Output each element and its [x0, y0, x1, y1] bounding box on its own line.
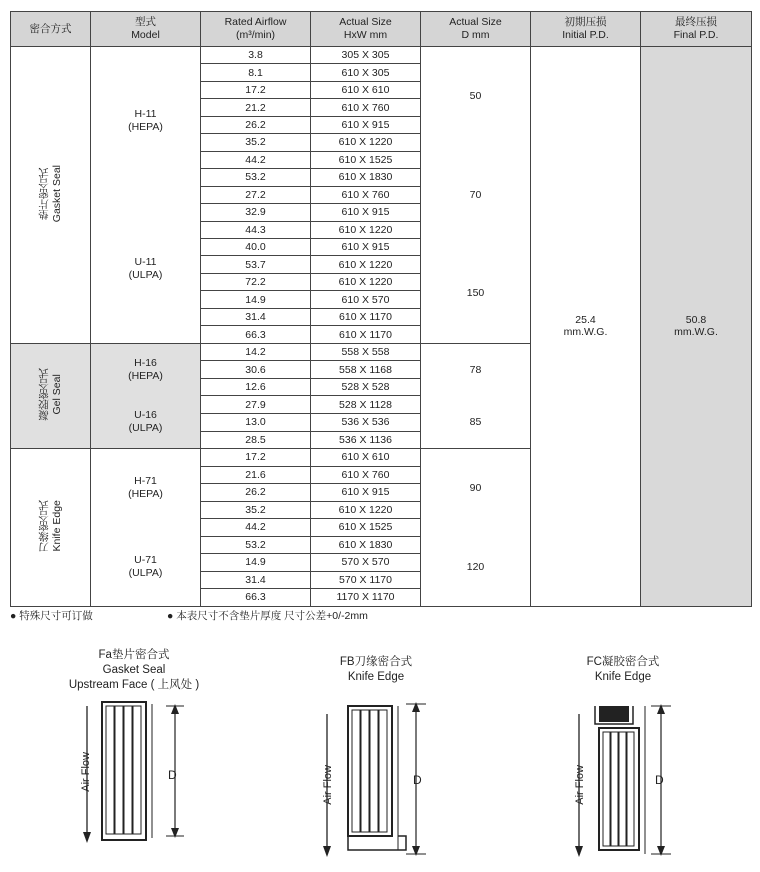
diagram-title-cn: FC凝胶密合式 — [586, 656, 660, 668]
airflow-cell: 3.8 — [201, 47, 311, 64]
airflow-cell: 14.9 — [201, 291, 311, 308]
note-tolerance: ● 本表尺寸不含垫片厚度 尺寸公差+0/-2mm — [167, 610, 368, 622]
model-name: H-11 — [134, 107, 157, 120]
size-cell: 610 X 610 — [311, 449, 421, 467]
depth-label: D — [655, 773, 664, 787]
header-model: 型式 Model — [91, 12, 201, 47]
size-cell: 610 X 1525 — [311, 151, 421, 168]
initial-pd-cell — [531, 47, 641, 607]
airflow-cell: 8.1 — [201, 64, 311, 81]
airflow-cell: 32.9 — [201, 204, 311, 221]
diagram-title-en: Knife Edge — [594, 671, 652, 683]
size-cell: 610 X 570 — [311, 291, 421, 308]
gasket-seal-diagram — [78, 696, 218, 846]
depth-label: D — [413, 773, 422, 787]
note-custom-size: ● 特殊尺寸可订做 — [10, 610, 93, 622]
air-flow-label: Air Flow — [574, 765, 586, 805]
final-pd-value: 50.8 — [685, 314, 707, 327]
airflow-cell: 66.3 — [201, 589, 311, 607]
seal-type-en: Knife Edge — [50, 500, 63, 552]
size-cell: 536 X 536 — [311, 414, 421, 432]
size-cell: 305 X 305 — [311, 47, 421, 64]
model-grade: (ULPA) — [128, 268, 163, 281]
diagram-title-cn: FB刀缘密合式 — [339, 656, 413, 668]
knife-edge-diagram — [318, 700, 448, 860]
size-cell: 610 X 610 — [311, 81, 421, 98]
model-entry — [129, 409, 163, 435]
airflow-cell: 27.9 — [201, 396, 311, 414]
size-cell: 610 X 1220 — [311, 273, 421, 290]
depth-value: 85 — [469, 416, 482, 429]
model-cell — [91, 449, 201, 607]
size-cell: 610 X 1220 — [311, 134, 421, 151]
table-body — [11, 47, 752, 607]
depth-value: 70 — [469, 188, 482, 201]
size-cell: 610 X 1220 — [311, 501, 421, 519]
size-cell: 610 X 760 — [311, 466, 421, 484]
gel-seal-diagram — [571, 700, 701, 860]
airflow-cell: 31.4 — [201, 308, 311, 325]
header-depth: Actual Size D mm — [421, 12, 531, 47]
model-name: H-71 — [134, 475, 157, 488]
model-name: U-11 — [134, 255, 157, 268]
airflow-cell: 17.2 — [201, 449, 311, 467]
diagram-gasket-seal-title — [64, 648, 204, 693]
header-seal-type: 密合方式 — [11, 12, 91, 47]
diagram-title-en: Gasket Seal — [102, 664, 166, 676]
spec-table — [10, 11, 752, 607]
header-initial-pd: 初期压损 Initial P.D. — [531, 12, 641, 47]
size-cell: 610 X 760 — [311, 186, 421, 203]
airflow-cell: 28.5 — [201, 431, 311, 449]
model-grade: (HEPA) — [128, 120, 163, 133]
size-cell: 610 X 1170 — [311, 308, 421, 325]
seal-type-en: Gasket Seal — [50, 164, 63, 222]
depth-value: 120 — [466, 560, 485, 573]
diagram-title-en: Knife Edge — [347, 671, 405, 683]
model-name: H-16 — [134, 356, 157, 369]
model-grade: (ULPA) — [128, 566, 163, 579]
model-cell — [91, 47, 201, 344]
size-cell: 610 X 1220 — [311, 256, 421, 273]
size-cell: 558 X 1168 — [311, 361, 421, 379]
airflow-cell: 53.2 — [201, 169, 311, 186]
seal-type-cn: 刀缘密合式 — [37, 499, 50, 553]
model-grade: (HEPA) — [128, 369, 163, 382]
model-grade: (ULPA) — [128, 422, 163, 435]
model-name: U-16 — [134, 409, 157, 422]
airflow-cell: 14.9 — [201, 554, 311, 572]
model-grade: (HEPA) — [128, 488, 163, 501]
size-cell: 610 X 1170 — [311, 326, 421, 344]
airflow-cell: 13.0 — [201, 414, 311, 432]
airflow-cell: 30.6 — [201, 361, 311, 379]
size-cell: 610 X 760 — [311, 99, 421, 116]
spec-table-container — [10, 11, 751, 607]
size-cell: 570 X 570 — [311, 554, 421, 572]
depth-cell — [421, 47, 531, 344]
size-cell: 610 X 915 — [311, 204, 421, 221]
seal-type-cell — [11, 449, 91, 607]
airflow-cell: 27.2 — [201, 186, 311, 203]
seal-type-en: Gel Seal — [50, 374, 63, 415]
airflow-cell: 26.2 — [201, 116, 311, 133]
initial-pd-unit: mm.W.G. — [563, 326, 608, 339]
size-cell: 610 X 1220 — [311, 221, 421, 238]
airflow-cell: 12.6 — [201, 378, 311, 396]
final-pd-unit: mm.W.G. — [674, 326, 718, 339]
airflow-cell: 14.2 — [201, 343, 311, 361]
model-entry — [129, 554, 163, 580]
airflow-cell: 44.3 — [201, 221, 311, 238]
initial-pd-value: 25.4 — [575, 314, 596, 327]
airflow-cell: 40.0 — [201, 238, 311, 255]
airflow-cell: 21.6 — [201, 466, 311, 484]
model-cell — [91, 343, 201, 448]
airflow-cell: 44.2 — [201, 151, 311, 168]
airflow-cell: 31.4 — [201, 571, 311, 589]
final-pd-cell — [641, 47, 752, 607]
depth-cell — [421, 449, 531, 607]
air-flow-label: Air Flow — [80, 752, 92, 792]
depth-label: D — [168, 768, 177, 782]
airflow-cell: 66.3 — [201, 326, 311, 344]
model-name: U-71 — [134, 553, 157, 566]
seal-type-cn: 凝胶密合式 — [37, 368, 50, 421]
model-entry — [128, 475, 163, 501]
depth-value: 78 — [469, 363, 482, 376]
size-cell: 558 X 558 — [311, 343, 421, 361]
size-cell: 610 X 915 — [311, 484, 421, 502]
table-header-row — [11, 12, 752, 47]
diagram-knife-edge-title — [311, 655, 441, 685]
size-cell: 528 X 528 — [311, 378, 421, 396]
depth-value: 50 — [469, 90, 482, 103]
size-cell: 528 X 1128 — [311, 396, 421, 414]
model-entry — [128, 357, 163, 383]
diagram-gel-seal-title — [558, 655, 688, 685]
size-cell: 610 X 1525 — [311, 519, 421, 537]
airflow-cell: 35.2 — [201, 501, 311, 519]
model-entry — [129, 256, 163, 282]
diagram-subtitle: Upstream Face ( 上风处 ) — [68, 679, 200, 691]
airflow-cell: 35.2 — [201, 134, 311, 151]
depth-cell — [421, 343, 531, 448]
airflow-cell: 53.2 — [201, 536, 311, 554]
airflow-cell: 17.2 — [201, 81, 311, 98]
seal-type-cell — [11, 47, 91, 344]
header-size: Actual Size HxW mm — [311, 12, 421, 47]
seal-type-cn: 垫片密合式 — [37, 167, 50, 220]
airflow-cell: 44.2 — [201, 519, 311, 537]
airflow-cell: 26.2 — [201, 484, 311, 502]
size-cell: 610 X 1830 — [311, 169, 421, 186]
diagram-title-cn: Fa垫片密合式 — [98, 649, 170, 661]
depth-value: 150 — [466, 287, 485, 300]
seal-type-cell — [11, 343, 91, 448]
size-cell: 570 X 1170 — [311, 571, 421, 589]
airflow-cell: 72.2 — [201, 273, 311, 290]
size-cell: 610 X 1830 — [311, 536, 421, 554]
airflow-cell: 53.7 — [201, 256, 311, 273]
size-cell: 610 X 915 — [311, 238, 421, 255]
model-entry — [128, 108, 163, 134]
header-final-pd: 最终压损 Final P.D. — [641, 12, 752, 47]
airflow-cell: 21.2 — [201, 99, 311, 116]
depth-value: 90 — [469, 482, 482, 495]
table-row — [11, 47, 752, 64]
size-cell: 610 X 305 — [311, 64, 421, 81]
air-flow-label: Air Flow — [322, 765, 334, 805]
header-airflow: Rated Airflow (m³/min) — [201, 12, 311, 47]
size-cell: 1170 X 1170 — [311, 589, 421, 607]
size-cell: 610 X 915 — [311, 116, 421, 133]
size-cell: 536 X 1136 — [311, 431, 421, 449]
